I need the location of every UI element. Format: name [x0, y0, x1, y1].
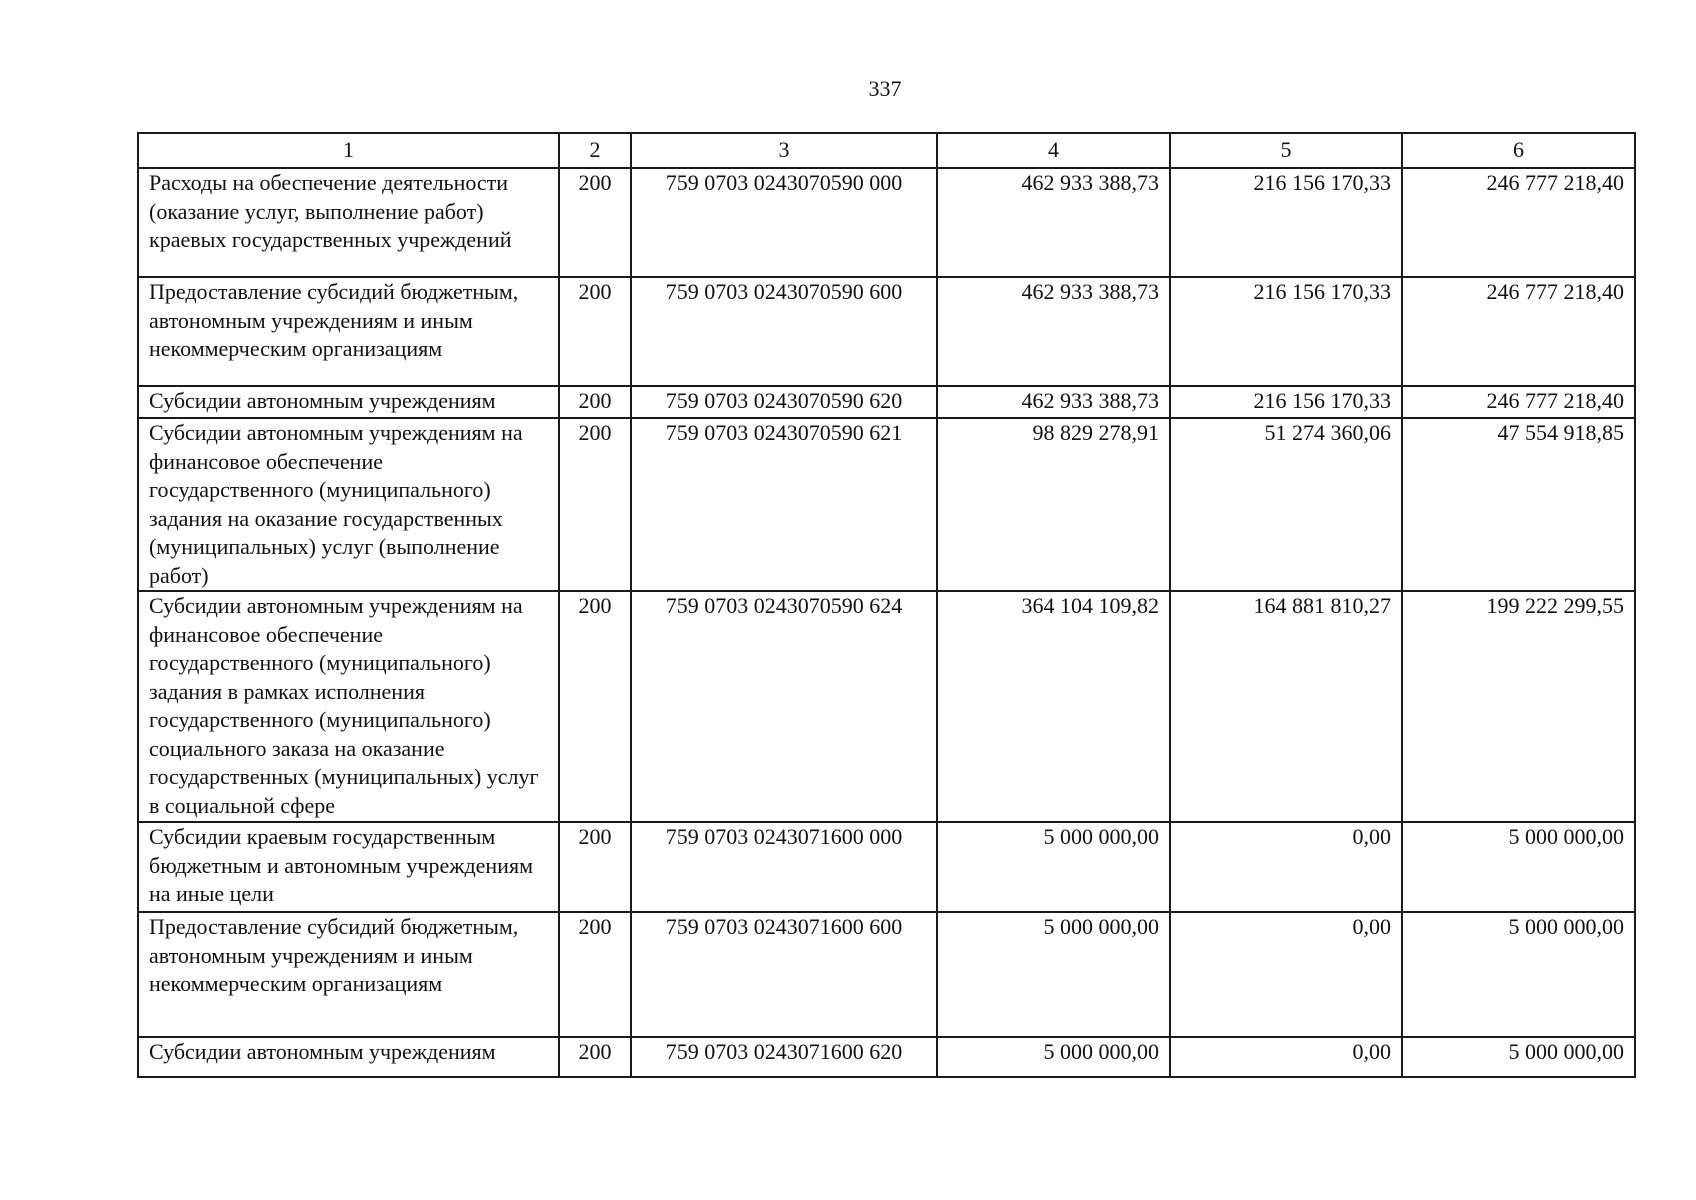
expense-name-cell: Субсидии автономным учреждениям [138, 1037, 559, 1077]
amount-col6-cell: 5 000 000,00 [1402, 912, 1635, 1037]
column-header-4: 4 [937, 133, 1170, 168]
budget-code-cell: 759 0703 0243070590 000 [631, 168, 937, 277]
table-row [138, 591, 1635, 822]
admin-code-cell: 200 [559, 386, 631, 418]
admin-code-cell: 200 [559, 912, 631, 1037]
amount-col4-cell: 5 000 000,00 [937, 1037, 1170, 1077]
expense-name-cell: Расходы на обеспечение деятельности (оказание услуг, выполнение работ) краевых государственных учреждений [138, 168, 559, 277]
admin-code-cell: 200 [559, 277, 631, 386]
budget-code-cell: 759 0703 0243070590 624 [631, 591, 937, 822]
amount-col4-cell: 462 933 388,73 [937, 168, 1170, 277]
expense-name-cell: Субсидии краевым государственным бюджетным и автономным учреждениям на иные цели [138, 822, 559, 912]
amount-col5-cell: 216 156 170,33 [1170, 168, 1402, 277]
admin-code-cell: 200 [559, 168, 631, 277]
table-row [138, 912, 1635, 1037]
amount-col5-cell: 51 274 360,06 [1170, 418, 1402, 591]
amount-col6-cell: 246 777 218,40 [1402, 386, 1635, 418]
amount-col6-cell: 47 554 918,85 [1402, 418, 1635, 591]
budget-code-cell: 759 0703 0243070590 620 [631, 386, 937, 418]
amount-col6-cell: 5 000 000,00 [1402, 1037, 1635, 1077]
table-row [138, 418, 1635, 591]
amount-col5-cell: 216 156 170,33 [1170, 386, 1402, 418]
amount-col4-cell: 462 933 388,73 [937, 277, 1170, 386]
amount-col6-cell: 246 777 218,40 [1402, 277, 1635, 386]
table-row [138, 1037, 1635, 1077]
amount-col5-cell: 0,00 [1170, 1037, 1402, 1077]
column-header-2: 2 [559, 133, 631, 168]
column-header-3: 3 [631, 133, 937, 168]
expense-name-cell: Субсидии автономным учреждениям [138, 386, 559, 418]
page-number: 337 [868, 76, 902, 101]
amount-col6-cell: 5 000 000,00 [1402, 822, 1635, 912]
column-header-6: 6 [1402, 133, 1635, 168]
table-row [138, 277, 1635, 386]
budget-code-cell: 759 0703 0243071600 620 [631, 1037, 937, 1077]
budget-table [137, 132, 1636, 1078]
table-row [138, 822, 1635, 912]
amount-col6-cell: 199 222 299,55 [1402, 591, 1635, 822]
amount-col5-cell: 216 156 170,33 [1170, 277, 1402, 386]
admin-code-cell: 200 [559, 418, 631, 591]
admin-code-cell: 200 [559, 822, 631, 912]
column-header-5: 5 [1170, 133, 1402, 168]
amount-col4-cell: 364 104 109,82 [937, 591, 1170, 822]
expense-name-cell: Предоставление субсидий бюджетным, автономным учреждениям и иным некоммерческим организациям [138, 912, 559, 1037]
amount-col4-cell: 462 933 388,73 [937, 386, 1170, 418]
budget-code-cell: 759 0703 0243070590 621 [631, 418, 937, 591]
budget-code-cell: 759 0703 0243070590 600 [631, 277, 937, 386]
expense-name-cell: Субсидии автономным учреждениям на финансовое обеспечение государственного (муниципального) задания в рамках исполнения государственного (муниципального) социального заказа на оказание государственных (муниципальных) услуг в социальной сфере [138, 591, 559, 822]
amount-col5-cell: 0,00 [1170, 822, 1402, 912]
header-row [138, 133, 1635, 168]
admin-code-cell: 200 [559, 591, 631, 822]
amount-col5-cell: 164 881 810,27 [1170, 591, 1402, 822]
amount-col4-cell: 98 829 278,91 [937, 418, 1170, 591]
amount-col4-cell: 5 000 000,00 [937, 822, 1170, 912]
table-row [138, 386, 1635, 418]
amount-col6-cell: 246 777 218,40 [1402, 168, 1635, 277]
admin-code-cell: 200 [559, 1037, 631, 1077]
table-row [138, 168, 1635, 277]
expense-name-cell: Субсидии автономным учреждениям на финансовое обеспечение государственного (муниципального) задания на оказание государственных (муниципальных) услуг (выполнение работ) [138, 418, 559, 591]
column-header-1: 1 [138, 133, 559, 168]
expense-name-cell: Предоставление субсидий бюджетным, автономным учреждениям и иным некоммерческим организациям [138, 277, 559, 386]
amount-col5-cell: 0,00 [1170, 912, 1402, 1037]
amount-col4-cell: 5 000 000,00 [937, 912, 1170, 1037]
budget-code-cell: 759 0703 0243071600 600 [631, 912, 937, 1037]
budget-code-cell: 759 0703 0243071600 000 [631, 822, 937, 912]
